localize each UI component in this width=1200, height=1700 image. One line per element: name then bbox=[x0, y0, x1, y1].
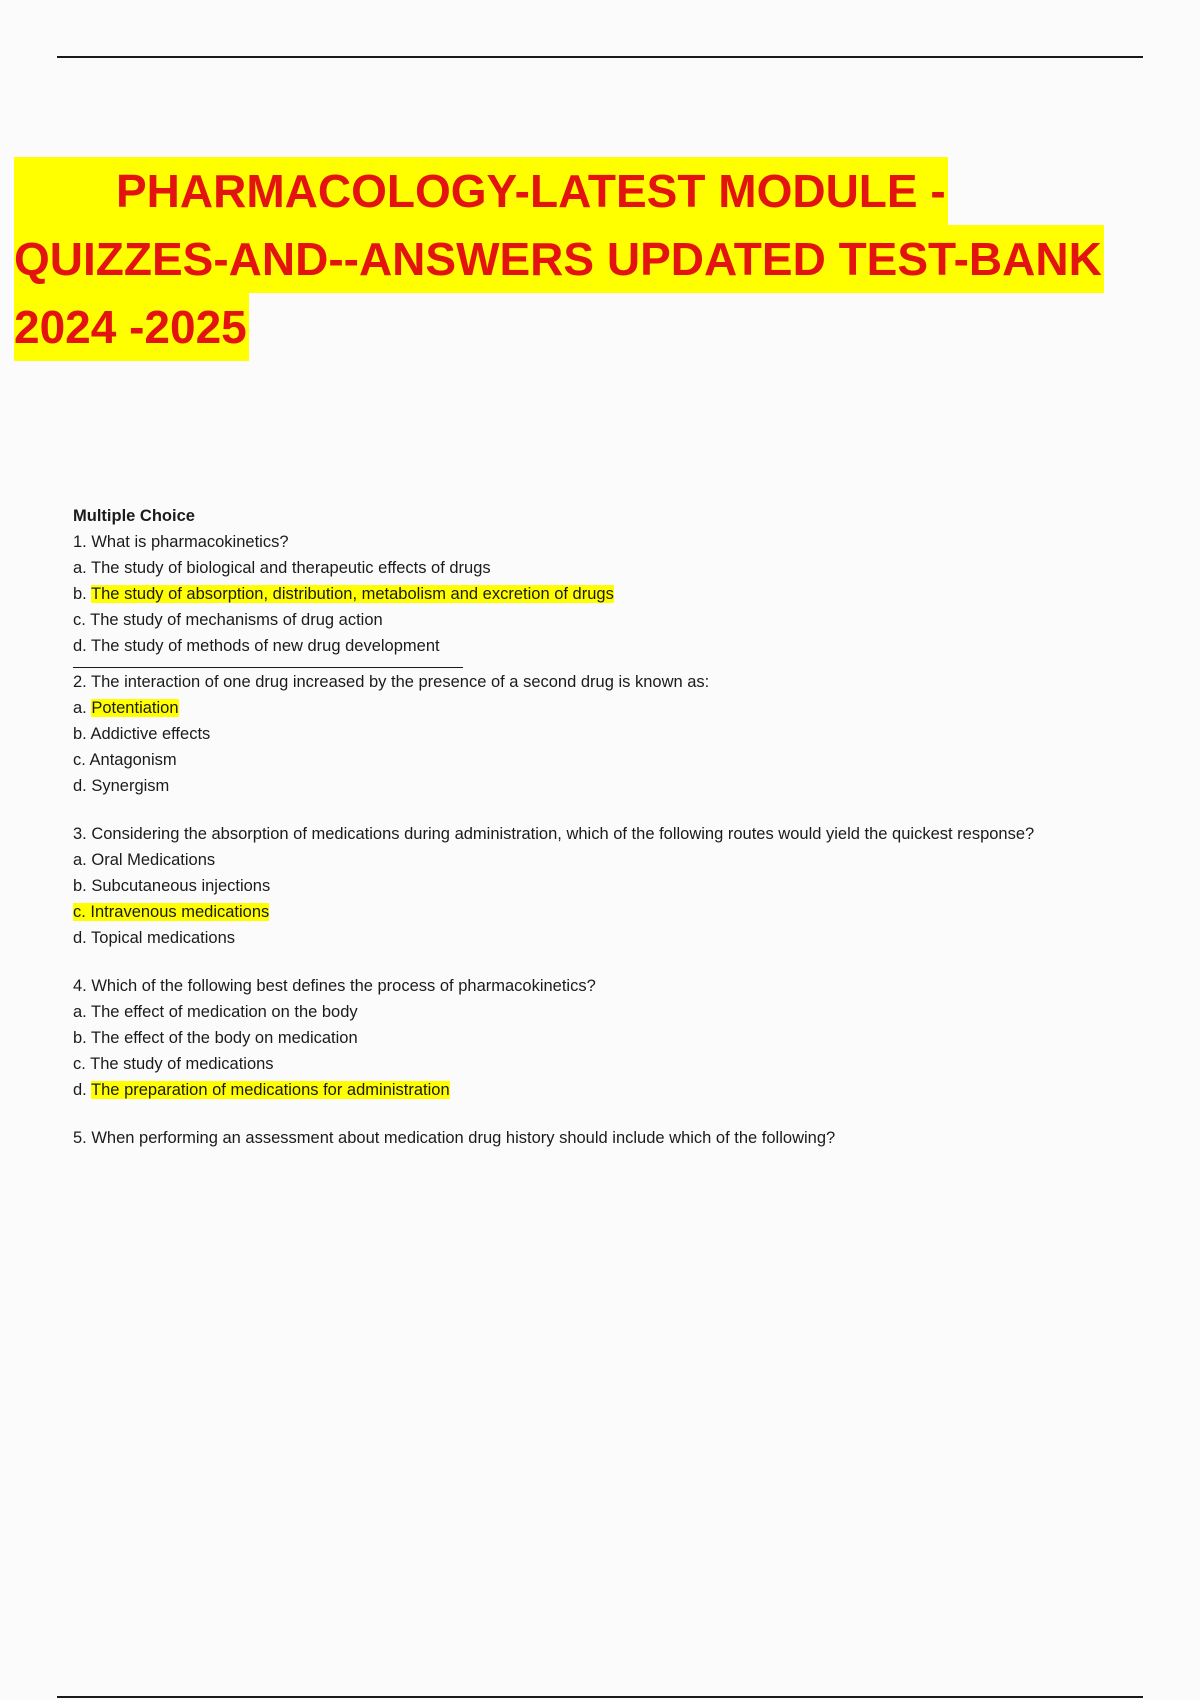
spacer bbox=[73, 799, 1183, 821]
answer-option: a. Oral Medications bbox=[73, 851, 216, 869]
answer-highlight: The preparation of medications for administration bbox=[91, 1081, 450, 1099]
answer-option: a. The effect of medication on the body bbox=[73, 1003, 358, 1021]
answer-option: b. Addictive effects bbox=[73, 725, 211, 743]
document-title bbox=[14, 157, 1194, 361]
title-line-3: 2024 -2025 bbox=[14, 293, 249, 361]
question-text: 4. Which of the following best defines the process of pharmacokinetics? bbox=[73, 977, 596, 995]
section-heading: Multiple Choice bbox=[73, 507, 195, 525]
question-1 bbox=[73, 529, 1183, 659]
bottom-rule bbox=[57, 1696, 1143, 1698]
spacer bbox=[73, 951, 1183, 973]
question-3 bbox=[73, 821, 1183, 951]
spacer bbox=[73, 1103, 1183, 1125]
answer-option-correct: b. The study of absorption, distribution, metabolism and excretion of drugs bbox=[73, 585, 614, 603]
answer-highlight: Potentiation bbox=[91, 699, 179, 717]
answer-option: d. Topical medications bbox=[73, 929, 236, 947]
question-text: 2. The interaction of one drug increased by the presence of a second drug is known as: bbox=[73, 673, 710, 691]
answer-option-correct: d. The preparation of medications for administration bbox=[73, 1081, 450, 1099]
quiz-content bbox=[73, 503, 1183, 1151]
top-rule bbox=[57, 56, 1143, 58]
answer-option: c. Antagonism bbox=[73, 751, 177, 769]
question-divider bbox=[73, 667, 463, 668]
title-line-1: PHARMACOLOGY-LATEST MODULE - bbox=[14, 157, 948, 225]
question-5 bbox=[73, 1125, 1183, 1151]
answer-option-correct bbox=[73, 899, 1183, 925]
answer-option-correct: a. Potentiation bbox=[73, 699, 179, 717]
answer-option: b. The effect of the body on medication bbox=[73, 1029, 358, 1047]
answer-option: b. Subcutaneous injections bbox=[73, 877, 271, 895]
answer-option: c. The study of medications bbox=[73, 1055, 274, 1073]
title-line-2: QUIZZES-AND--ANSWERS UPDATED TEST-BANK bbox=[14, 225, 1104, 293]
answer-option: c. The study of mechanisms of drug action bbox=[73, 611, 383, 629]
question-text: 3. Considering the absorption of medications during administration, which of the following routes would yield the quickest response? bbox=[73, 825, 1035, 843]
question-4 bbox=[73, 973, 1183, 1103]
answer-highlight: The study of absorption, distribution, metabolism and excretion of drugs bbox=[91, 585, 614, 603]
answer-option: d. Synergism bbox=[73, 777, 170, 795]
answer-highlight: c. Intravenous medications bbox=[73, 903, 270, 921]
question-text: 5. When performing an assessment about medication drug history should include which of the following? bbox=[73, 1129, 836, 1147]
answer-option: a. The study of biological and therapeutic effects of drugs bbox=[73, 559, 491, 577]
answer-option: d. The study of methods of new drug development bbox=[73, 637, 440, 655]
question-text: 1. What is pharmacokinetics? bbox=[73, 533, 289, 551]
question-2 bbox=[73, 669, 1183, 799]
